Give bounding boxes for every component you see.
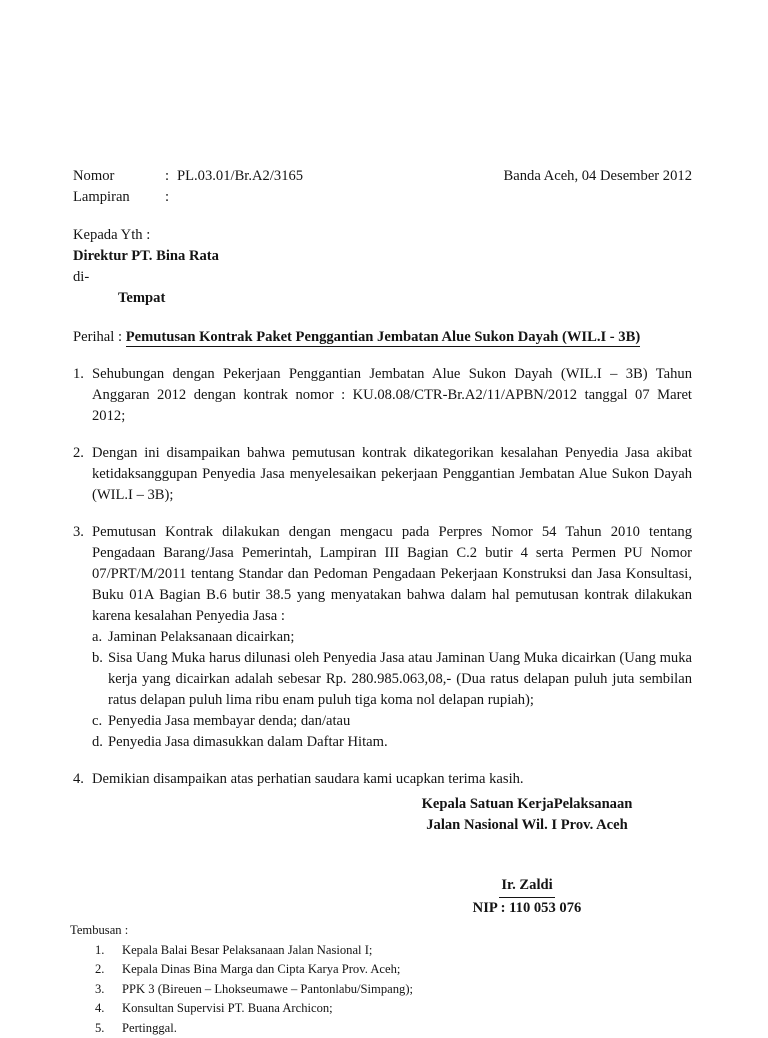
item-number: 2.	[73, 443, 92, 506]
letter-header	[73, 166, 692, 208]
letter-date: Banda Aceh, 04 Desember 2012	[504, 166, 692, 187]
sub-list	[92, 627, 692, 753]
lampiran-label: Lampiran	[73, 187, 165, 208]
sub-item-letter: d.	[92, 732, 108, 753]
body-item-2	[73, 443, 692, 506]
sub-item-a	[92, 627, 692, 648]
nomor-separator: :	[165, 166, 177, 187]
signature-block	[372, 794, 682, 919]
tembusan-text: Kepala Dinas Bina Marga dan Cipta Karya Prov. Aceh;	[122, 960, 692, 980]
recipient-di: di-	[73, 267, 692, 288]
item-number: 4.	[73, 769, 92, 790]
tembusan-number: 3.	[95, 980, 122, 1000]
signature-title-line2: Jalan Nasional Wil. I Prov. Aceh	[372, 815, 682, 836]
tembusan-item-2	[73, 960, 692, 980]
nomor-value: PL.03.01/Br.A2/3165	[177, 168, 303, 184]
sub-item-b	[92, 648, 692, 711]
recipient-salutation: Kepada Yth :	[73, 225, 692, 246]
tembusan-block	[73, 921, 692, 1038]
tembusan-number: 5.	[95, 1019, 122, 1038]
sub-item-text: Jaminan Pelaksanaan dicairkan;	[108, 627, 692, 648]
sub-item-c	[92, 711, 692, 732]
lampiran-separator: :	[165, 187, 177, 208]
nomor-label: Nomor	[73, 166, 165, 187]
item-number: 1.	[73, 364, 92, 427]
tembusan-number: 2.	[95, 960, 122, 980]
sub-item-text: Penyedia Jasa membayar denda; dan/atau	[108, 711, 692, 732]
subject-text: Pemutusan Kontrak Paket Penggantian Jembatan Alue Sukon Dayah (WIL.I - 3B)	[126, 329, 641, 347]
item-text: Demikian disampaikan atas perhatian saudara kami ucapkan terima kasih.	[92, 769, 692, 790]
recipient-place: Tempat	[73, 288, 692, 309]
tembusan-item-1	[73, 941, 692, 961]
sub-item-letter: b.	[92, 648, 108, 711]
tembusan-text: Kepala Balai Besar Pelaksanaan Jalan Nasional I;	[122, 941, 692, 961]
tembusan-number: 4.	[95, 999, 122, 1019]
item-text: Dengan ini disampaikan bahwa pemutusan kontrak dikategorikan kesalahan Penyedia Jasa akibat ketidaksanggupan Penyedia Jasa menyelesaikan pekerjaan Penggantian Jembatan Alue Sukon Dayah (WIL.I – 3B);	[92, 443, 692, 506]
body-item-3	[73, 522, 692, 753]
lampiran-line	[73, 187, 303, 208]
body-item-4	[73, 769, 692, 790]
recipient-block	[73, 225, 692, 309]
item-number: 3.	[73, 522, 92, 753]
item-text: Pemutusan Kontrak dilakukan dengan mengacu pada Perpres Nomor 54 Tahun 2010 tentang Pengadaan Barang/Jasa Pemerintah, Lampiran III Bagian C.2 butir 4 serta Permen PU Nomor 07/PRT/M/2011 tentang Standar dan Pedoman Pengadaan Pekerjaan Konstruksi dan Jasa Konsultasi, Buku 01A Bagian B.6 butir 38.5 yang menyatakan bahwa dalam hal pemutusan kontrak dilakukan karena kesalahan Penyedia Jasa :	[92, 522, 692, 627]
tembusan-text: PPK 3 (Bireuen – Lhokseumawe – Pantonlabu/Simpang);	[122, 980, 692, 1000]
nomor-line	[73, 166, 303, 187]
signature-title-line1: Kepala Satuan KerjaPelaksanaan	[372, 794, 682, 815]
body-item-1	[73, 364, 692, 427]
signature-name: Ir. Zaldi	[499, 875, 554, 898]
item-text: Sehubungan dengan Pekerjaan Penggantian Jembatan Alue Sukon Dayah (WIL.I – 3B) Tahun Anggaran 2012 dengan kontrak nomor : KU.08.08/CTR-Br.A2/11/APBN/2012 tanggal 07 Maret 2012;	[92, 364, 692, 427]
signature-name-wrap	[372, 875, 682, 898]
tembusan-text: Pertinggal.	[122, 1019, 692, 1038]
sub-item-d	[92, 732, 692, 753]
subject-line	[73, 327, 692, 348]
body-paragraphs	[73, 364, 692, 790]
sub-item-text: Penyedia Jasa dimasukkan dalam Daftar Hitam.	[108, 732, 692, 753]
recipient-name: Direktur PT. Bina Rata	[73, 246, 692, 267]
tembusan-text: Konsultan Supervisi PT. Buana Archicon;	[122, 999, 692, 1019]
item-content	[92, 522, 692, 753]
sub-item-letter: c.	[92, 711, 108, 732]
tembusan-number: 1.	[95, 941, 122, 961]
reference-block	[73, 166, 303, 208]
signature-nip: NIP : 110 053 076	[372, 898, 682, 919]
tembusan-item-5	[73, 1019, 692, 1038]
sub-item-letter: a.	[92, 627, 108, 648]
subject-label: Perihal :	[73, 329, 122, 345]
tembusan-label: Tembusan :	[70, 921, 692, 941]
tembusan-item-4	[73, 999, 692, 1019]
tembusan-item-3	[73, 980, 692, 1000]
sub-item-text: Sisa Uang Muka harus dilunasi oleh Penyedia Jasa atau Jaminan Uang Muka dicairkan (Uang muka kerja yang dicairkan adalah sebesar Rp. 280.985.063,08,- (Dua ratus delapan puluh juta sembilan ratus delapan puluh lima ribu enam puluh tiga koma nol delapan rupiah);	[108, 648, 692, 711]
